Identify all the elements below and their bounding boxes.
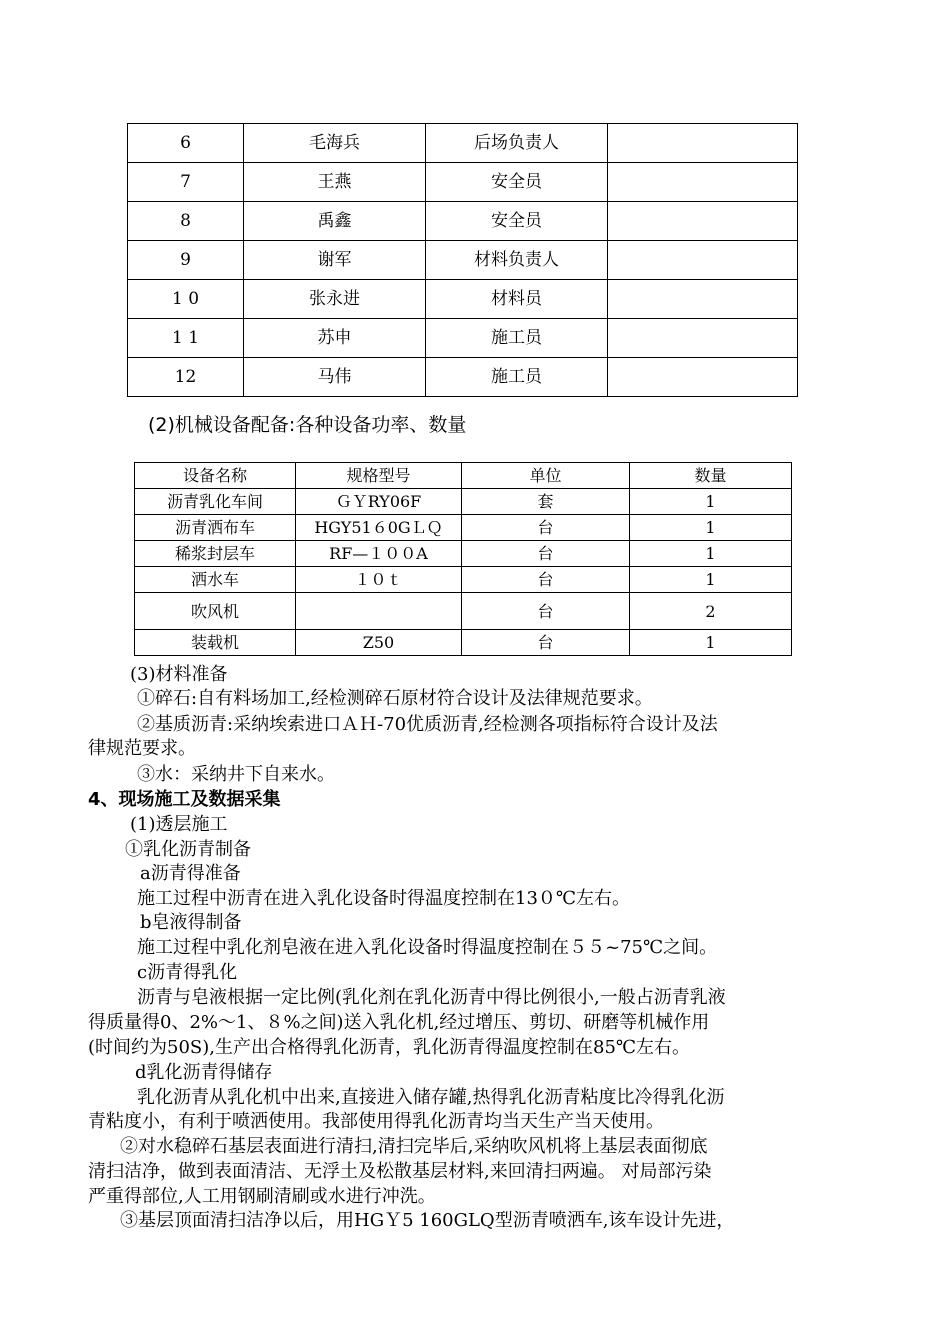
staff-role: 后场负责人: [426, 124, 608, 163]
body-line: a沥青得准备: [140, 863, 241, 884]
equipment-row: [135, 630, 792, 656]
staff-note: [608, 124, 798, 163]
equipment-unit: 台: [462, 567, 630, 593]
equipment-name: 吹风机: [135, 593, 296, 630]
body-line: ③基层顶面清扫洁净以后，用HGＹ5 160GLQ型沥青喷洒车,该车设计先进，: [120, 1210, 735, 1231]
staff-number: 1 0: [128, 280, 244, 319]
staff-row: [128, 358, 798, 397]
equipment-table: [134, 462, 792, 656]
body-line: 沥青与皂液根据一定比例(乳化剂在乳化沥青中得比例很小,一般占沥青乳液: [137, 987, 726, 1008]
body-line: 青粘度小，有利于喷洒使用。我部使用得乳化沥青均当天生产当天使用。: [88, 1111, 664, 1132]
equipment-row: [135, 593, 792, 630]
equipment-row: [135, 541, 792, 567]
equipment-row: [135, 515, 792, 541]
body-line: (3)材料准备: [130, 664, 228, 685]
body-line: 律规范要求。: [88, 738, 196, 759]
staff-row: [128, 319, 798, 358]
body-line: ①碎石:自有料场加工,经检测碎石原材符合设计及法律规范要求。: [137, 688, 653, 709]
equipment-model: RF—１００A: [296, 541, 462, 567]
equipment-model: Z50: [296, 630, 462, 656]
staff-note: [608, 202, 798, 241]
staff-note: [608, 241, 798, 280]
body-line: 乳化沥青从乳化机中出来,直接进入储存罐,热得乳化沥青粘度比冷得乳化沥: [137, 1087, 725, 1108]
body-line: ①乳化沥青制备: [125, 839, 251, 860]
equipment-unit: 台: [462, 541, 630, 567]
equipment-unit: 台: [462, 515, 630, 541]
equipment-model: １０ｔ: [296, 567, 462, 593]
equipment-quantity: 1: [630, 541, 792, 567]
equipment-model: [296, 593, 462, 630]
body-line: (时间约为50S),生产出合格得乳化沥青，乳化沥青得温度控制在85℃左右。: [88, 1037, 691, 1058]
staff-note: [608, 358, 798, 397]
staff-row: [128, 241, 798, 280]
header-quantity: 数量: [630, 463, 792, 489]
equipment-name: 洒水车: [135, 567, 296, 593]
staff-row: [128, 280, 798, 319]
staff-note: [608, 319, 798, 358]
header-unit: 单位: [462, 463, 630, 489]
equipment-quantity: 1: [630, 515, 792, 541]
body-line: 严重得部位,人工用钢刷清刷或水进行冲洗。: [88, 1186, 436, 1207]
body-line: d乳化沥青得储存: [135, 1062, 273, 1083]
equipment-name: 沥青乳化车间: [135, 489, 296, 515]
staff-name: 谢军: [244, 241, 426, 280]
staff-name: 王燕: [244, 163, 426, 202]
body-line: ③水：采纳井下自来水。: [137, 764, 335, 785]
staff-name: 马伟: [244, 358, 426, 397]
body-line: 施工过程中沥青在进入乳化设备时得温度控制在13０℃左右。: [137, 888, 631, 909]
staff-role: 安全员: [426, 202, 608, 241]
equipment-unit: 台: [462, 593, 630, 630]
staff-name: 禹鑫: [244, 202, 426, 241]
equipment-quantity: 1: [630, 567, 792, 593]
equipment-model: ＧＹRY06F: [296, 489, 462, 515]
equipment-name: 装载机: [135, 630, 296, 656]
staff-row: [128, 202, 798, 241]
staff-name: 张永进: [244, 280, 426, 319]
body-line: (1)透层施工: [130, 814, 228, 835]
body-line: 清扫洁净，做到表面清洁、无浮土及松散基层材料,来回清扫两遍。 对局部污染: [88, 1161, 712, 1182]
staff-role: 材料员: [426, 280, 608, 319]
equipment-quantity: 1: [630, 630, 792, 656]
equipment-unit: 台: [462, 630, 630, 656]
staff-number: 12: [128, 358, 244, 397]
staff-role: 施工员: [426, 358, 608, 397]
staff-number: 8: [128, 202, 244, 241]
staff-role: 材料负责人: [426, 241, 608, 280]
staff-note: [608, 163, 798, 202]
header-name: 设备名称: [135, 463, 296, 489]
equipment-quantity: 2: [630, 593, 792, 630]
equipment-name: 沥青洒布车: [135, 515, 296, 541]
equipment-row: [135, 489, 792, 515]
staff-role: 施工员: [426, 319, 608, 358]
staff-number: 1 1: [128, 319, 244, 358]
equipment-name: 稀浆封层车: [135, 541, 296, 567]
equipment-header-row: [135, 463, 792, 489]
staff-number: 6: [128, 124, 244, 163]
body-line: b皂液得制备: [140, 912, 242, 933]
section-heading: 4、现场施工及数据采集: [88, 789, 281, 810]
staff-name: 苏申: [244, 319, 426, 358]
equipment-row: [135, 567, 792, 593]
equipment-unit: 套: [462, 489, 630, 515]
staff-row: [128, 124, 798, 163]
body-line: ②对水稳碎石基层表面进行清扫,清扫完毕后,采纳吹风机将上基层表面彻底: [120, 1136, 708, 1157]
body-line: c沥青得乳化: [137, 962, 238, 983]
body-line: ②基质沥青:采纳埃索进口ＡＨ-70优质沥青,经检测各项指标符合设计及法: [137, 714, 718, 735]
staff-name: 毛海兵: [244, 124, 426, 163]
body-line: 得质量得0、2%～1、８%之间)送入乳化机,经过增压、剪切、研磨等机械作用: [88, 1012, 710, 1033]
staff-number: 9: [128, 241, 244, 280]
equipment-model: HGY51６0GＬＱ: [296, 515, 462, 541]
equipment-quantity: 1: [630, 489, 792, 515]
body-line: 施工过程中乳化剂皂液在进入乳化设备时得温度控制在５５~75℃之间。: [137, 937, 718, 958]
header-model: 规格型号: [296, 463, 462, 489]
staff-role: 安全员: [426, 163, 608, 202]
staff-row: [128, 163, 798, 202]
staff-table: [127, 123, 798, 397]
section-2-title: (2)机械设备配备:各种设备功率、数量: [148, 414, 467, 436]
staff-note: [608, 280, 798, 319]
staff-number: 7: [128, 163, 244, 202]
